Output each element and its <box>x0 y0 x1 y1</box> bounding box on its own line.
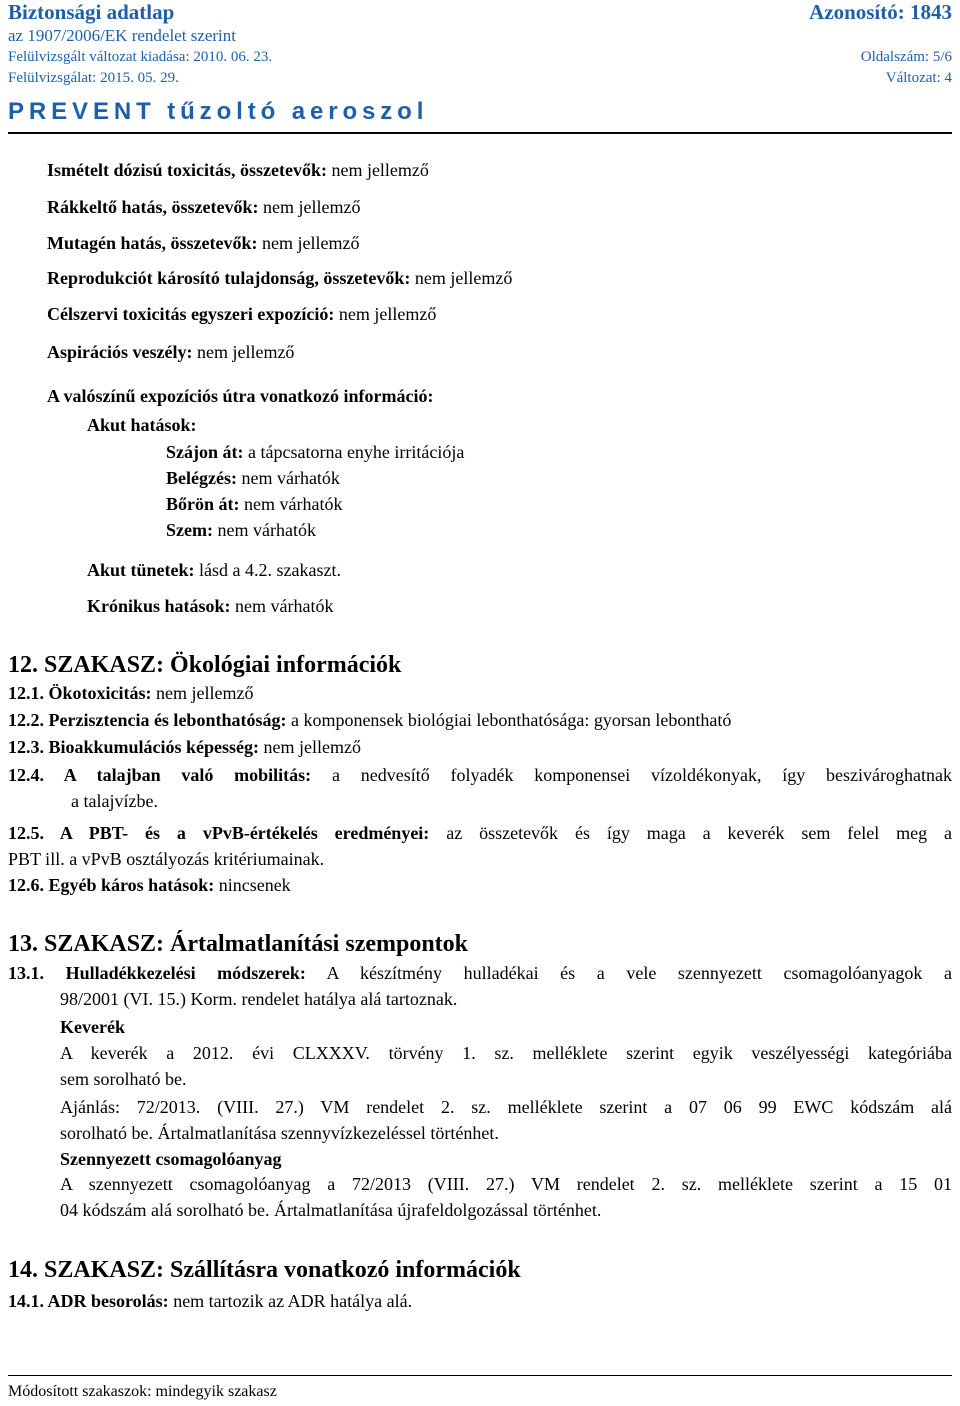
packaging-text-1: A szennyezett csomagolóanyag a 72/2013 (VIII. 27.) VM rendelet 2. sz. melléklete szerint a 15 01 <box>60 1174 952 1194</box>
section-12-6 <box>8 874 291 896</box>
section-12-5 <box>8 822 952 844</box>
chronic-effects <box>87 595 334 617</box>
stot-single-exposure <box>47 303 436 325</box>
header-row-4 <box>8 70 952 87</box>
mixture-text-3: Ajánlás: 72/2013. (VIII. 27.) VM rendelet 2. sz. melléklete szerint a 07 06 99 EWC kódszám alá <box>60 1097 952 1117</box>
field-value: nem jellemző <box>192 342 295 362</box>
section-12-4-continuation: a talajvízbe. <box>71 791 158 811</box>
field-label: Reprodukciót károsító tulajdonság, összetevők: <box>47 268 411 288</box>
version-number: Változat: 4 <box>885 70 952 86</box>
field-value: nem tartozik az ADR hatálya alá. <box>168 1291 413 1311</box>
field-value: nem jellemző <box>334 304 437 324</box>
mixture-heading: Keverék <box>60 1017 125 1037</box>
section-12-heading: 12. SZAKASZ: Ökológiai információk <box>8 652 402 678</box>
mixture-text-4: sorolható be. Ártalmatlanítása szennyvízkezeléssel történhet. <box>60 1123 499 1143</box>
mutagenicity <box>47 232 359 254</box>
field-value: nem jellemző <box>258 197 361 217</box>
field-label: Mutagén hatás, összetevők: <box>47 233 258 253</box>
field-label: Bőrön át: <box>166 494 240 514</box>
eye-exposure <box>166 519 316 541</box>
field-value: nincsenek <box>214 875 291 895</box>
mixture-text-2: sem sorolható be. <box>60 1069 187 1089</box>
field-label: 12.6. Egyéb káros hatások: <box>8 875 215 895</box>
header-row-2 <box>8 26 952 46</box>
field-value: nem várhatók <box>212 520 316 540</box>
section-12-1 <box>8 682 253 704</box>
repeated-dose-toxicity <box>47 159 429 181</box>
section-12-3 <box>8 736 361 758</box>
field-label: 13.1. Hulladékkezelési módszerek: <box>8 963 306 983</box>
field-value: lásd a 4.2. szakaszt. <box>194 560 341 580</box>
field-label: 12.2. Perzisztencia és lebonthatóság: <box>8 710 287 730</box>
field-label: 12.3. Bioakkumulációs képesség: <box>8 737 260 757</box>
field-label: Ismételt dózisú toxicitás, összetevők: <box>47 160 327 180</box>
packaging-heading: Szennyezett csomagolóanyag <box>60 1149 282 1169</box>
field-label: 12.5. A PBT- és a vPvB-értékelés eredményei: <box>8 823 430 843</box>
section-12-5-continuation: PBT ill. a vPvB osztályozás kritériumainak. <box>8 849 325 869</box>
revision-date: Felülvizsgálat: 2015. 05. 29. <box>8 70 179 86</box>
acute-effects-heading: Akut hatások: <box>87 415 197 435</box>
carcinogenicity <box>47 196 360 218</box>
document-header <box>8 0 952 125</box>
field-value: nem várhatók <box>230 596 334 616</box>
field-label: Aspirációs veszély: <box>47 342 193 362</box>
regulation-reference: az 1907/2006/EK rendelet szerint <box>8 26 237 45</box>
field-value: a komponensek biológiai lebonthatósága: gyorsan lebontható <box>286 710 732 730</box>
field-value: nem jellemző <box>257 233 360 253</box>
field-label: Belégzés: <box>166 468 237 488</box>
field-label: Akut tünetek: <box>87 560 195 580</box>
field-value: nem jellemző <box>326 160 429 180</box>
field-value: nem várhatók <box>239 494 343 514</box>
field-label: Krónikus hatások: <box>87 596 231 616</box>
field-label: 14.1. ADR besorolás: <box>8 1291 169 1311</box>
section-13-1-continuation: 98/2001 (VI. 15.) Korm. rendelet hatálya alá tartoznak. <box>60 989 458 1009</box>
mixture-text-1: A keverék a 2012. évi CLXXXV. törvény 1. sz. melléklete szerint egyik veszélyességi kategóriába <box>60 1043 952 1063</box>
skin-exposure <box>166 493 342 515</box>
section-14-1 <box>8 1290 412 1312</box>
document-title: Biztonsági adatlap <box>8 0 175 24</box>
section-12-2 <box>8 709 731 731</box>
aspiration-hazard <box>47 341 294 363</box>
field-value: nem jellemző <box>151 683 254 703</box>
field-label: Szem: <box>166 520 213 540</box>
oral-exposure <box>166 441 464 463</box>
field-label: 12.1. Ökotoxicitás: <box>8 683 152 703</box>
field-value: a tápcsatorna enyhe irritációja <box>243 442 465 462</box>
exposure-route-heading: A valószínű expozíciós útra vonatkozó információ: <box>47 386 434 406</box>
inhalation-exposure <box>166 467 340 489</box>
field-value: nem jellemző <box>410 268 513 288</box>
acute-symptoms <box>87 559 341 581</box>
footer-divider <box>8 1375 952 1376</box>
field-label: 12.4. A talajban való mobilitás: <box>8 765 312 785</box>
field-label: Szájon át: <box>166 442 244 462</box>
document-identifier: Azonosító: 1843 <box>809 0 952 24</box>
field-value: nem várhatók <box>236 468 340 488</box>
footer-note: Módosított szakaszok: mindegyik szakasz <box>8 1383 277 1400</box>
reproductive-toxicity <box>47 267 512 289</box>
header-divider <box>8 132 952 134</box>
packaging-text-2: 04 kódszám alá sorolható be. Ártalmatlanítása újrafeldolgozással történhet. <box>60 1200 602 1220</box>
section-14-heading: 14. SZAKASZ: Szállításra vonatkozó információk <box>8 1257 521 1283</box>
field-value: a nedvesítő folyadék komponensei vízoldékonyak, így beszivároghatnak <box>311 765 952 785</box>
field-value: az összetevők és így maga a keverék sem felel meg a <box>429 823 952 843</box>
header-row-1 <box>8 0 952 25</box>
section-13-heading: 13. SZAKASZ: Ártalmatlanítási szempontok <box>8 931 469 957</box>
field-value: nem jellemző <box>259 737 362 757</box>
product-name: PREVENT tűzoltó aeroszol <box>8 98 429 125</box>
page-number: Oldalszám: 5/6 <box>860 49 952 65</box>
field-label: Célszervi toxicitás egyszeri expozíció: <box>47 304 335 324</box>
revised-issue-date: Felülvizsgált változat kiadása: 2010. 06. 23. <box>8 49 273 65</box>
section-13-1 <box>8 962 952 984</box>
field-label: Rákkeltő hatás, összetevők: <box>47 197 259 217</box>
header-row-3 <box>8 49 952 66</box>
field-value: A készítmény hulladékai és a vele szennyezett csomagolóanyagok a <box>305 963 953 983</box>
section-12-4 <box>8 764 952 786</box>
